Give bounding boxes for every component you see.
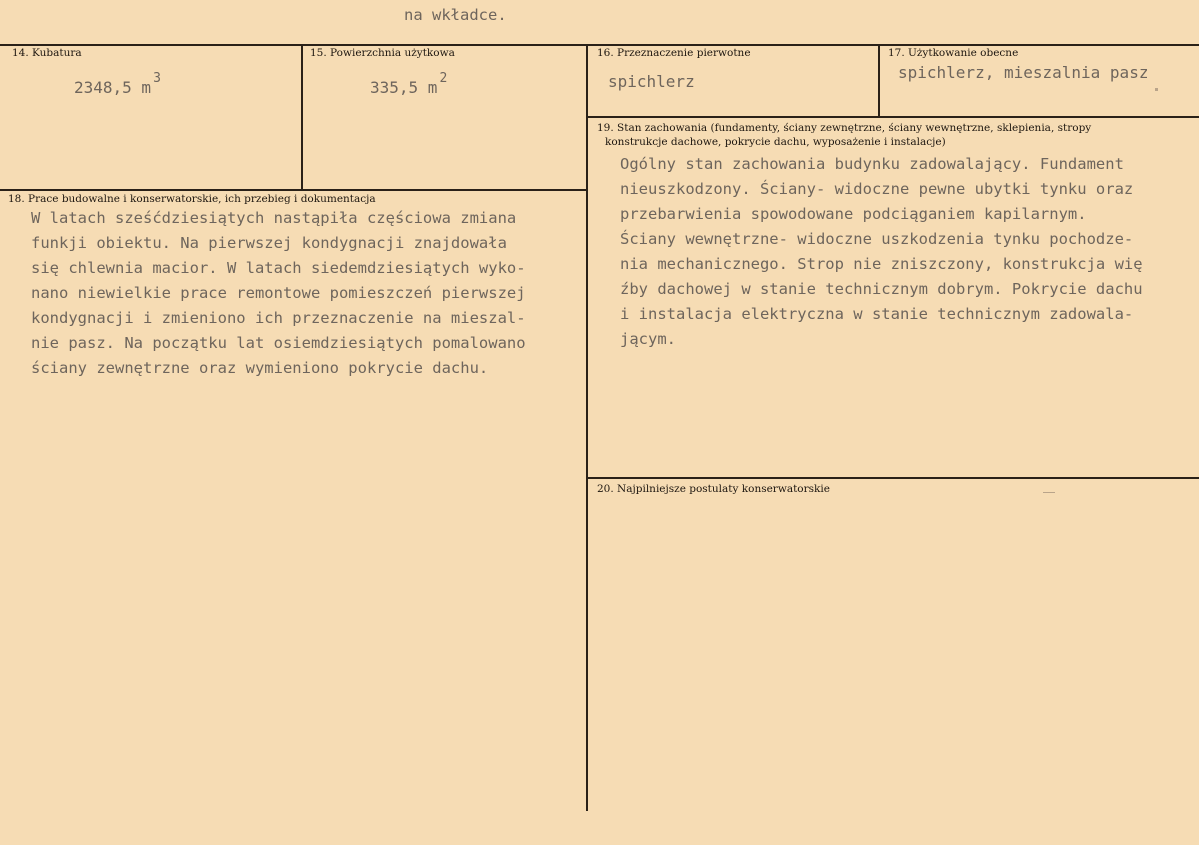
- text-line: i instalacja elektryczna w stanie technicznym zadowala-: [620, 305, 1134, 323]
- label-stan-zachowania-1: 19. Stan zachowania (fundamenty, ściany zewnętrzne, ściany wewnętrzne, sklepienia, stropy: [597, 122, 1092, 134]
- rule-under-19: [588, 477, 1199, 479]
- text-line: nano niewielkie prace remontowe pomieszczeń pierwszej: [31, 284, 526, 302]
- label-uzytkowanie: 17. Użytkowanie obecne: [888, 47, 1019, 59]
- text-stan-zachowania: [620, 152, 1143, 352]
- value-kubatura-text: 2348,5 m: [74, 78, 152, 97]
- text-line: funkji obiektu. Na pierwszej kondygnacji znajdowała: [31, 234, 507, 252]
- text-line: jącym.: [620, 330, 676, 348]
- value-powierzchnia-text: 335,5 m: [370, 78, 438, 97]
- text-line: nia mechanicznego. Strop nie zniszczony, konstrukcja wię: [620, 255, 1143, 273]
- text-line: nieuszkodzony. Ściany- widoczne pewne ubytki tynku oraz: [620, 180, 1134, 198]
- value-przeznaczenie: spichlerz: [608, 72, 695, 91]
- label-przeznaczenie: 16. Przeznaczenie pierwotne: [597, 47, 751, 59]
- header-note: na wkładce.: [404, 6, 507, 24]
- paper-speck: [1043, 492, 1055, 493]
- text-line: przebarwienia spowodowane podciąganiem kapilarnym.: [620, 205, 1087, 223]
- label-stan-zachowania-2: konstrukcje dachowe, pokrycie dachu, wyposażenie i instalacje): [605, 136, 946, 148]
- label-powierzchnia: 15. Powierzchnia użytkowa: [310, 47, 455, 59]
- paper-speck: [1155, 88, 1158, 91]
- text-prace: [31, 206, 526, 381]
- text-line: W latach sześćdziesiątych nastąpiła częściowa zmiana: [31, 209, 517, 227]
- top-rule: [0, 44, 1199, 46]
- value-powierzchnia: [370, 71, 448, 97]
- text-line: źby dachowej w stanie technicznym dobrym. Pokrycie dachu: [620, 280, 1143, 298]
- label-postulaty: 20. Najpilniejsze postulaty konserwatorskie: [597, 483, 830, 495]
- divider-16-17: [878, 44, 880, 118]
- rule-under-14-15: [0, 189, 588, 191]
- text-line: ściany zewnętrzne oraz wymieniono pokrycie dachu.: [31, 359, 489, 377]
- divider-14-15: [301, 44, 303, 191]
- text-line: się chlewnia macior. W latach siedemdziesiątych wyko-: [31, 259, 526, 277]
- label-prace: 18. Prace budowalne i konserwatorskie, ich przebieg i dokumentacja: [8, 193, 376, 205]
- label-kubatura: 14. Kubatura: [12, 47, 82, 59]
- text-line: nie pasz. Na początku lat osiemdziesiątych pomalowano: [31, 334, 526, 352]
- divider-main: [586, 44, 588, 811]
- unit-exponent-kubatura: 3: [153, 71, 161, 86]
- text-line: kondygnacji i zmieniono ich przeznaczenie na mieszal-: [31, 309, 526, 327]
- text-line: Ogólny stan zachowania budynku zadowalający. Fundament: [620, 155, 1124, 173]
- value-uzytkowanie: spichlerz, mieszalnia pasz: [898, 63, 1149, 82]
- value-kubatura: [74, 71, 161, 97]
- text-line: Ściany wewnętrzne- widoczne uszkodzenia tynku pochodze-: [620, 230, 1134, 248]
- unit-exponent-powierzchnia: 2: [439, 71, 448, 86]
- rule-under-16-17: [586, 116, 1199, 118]
